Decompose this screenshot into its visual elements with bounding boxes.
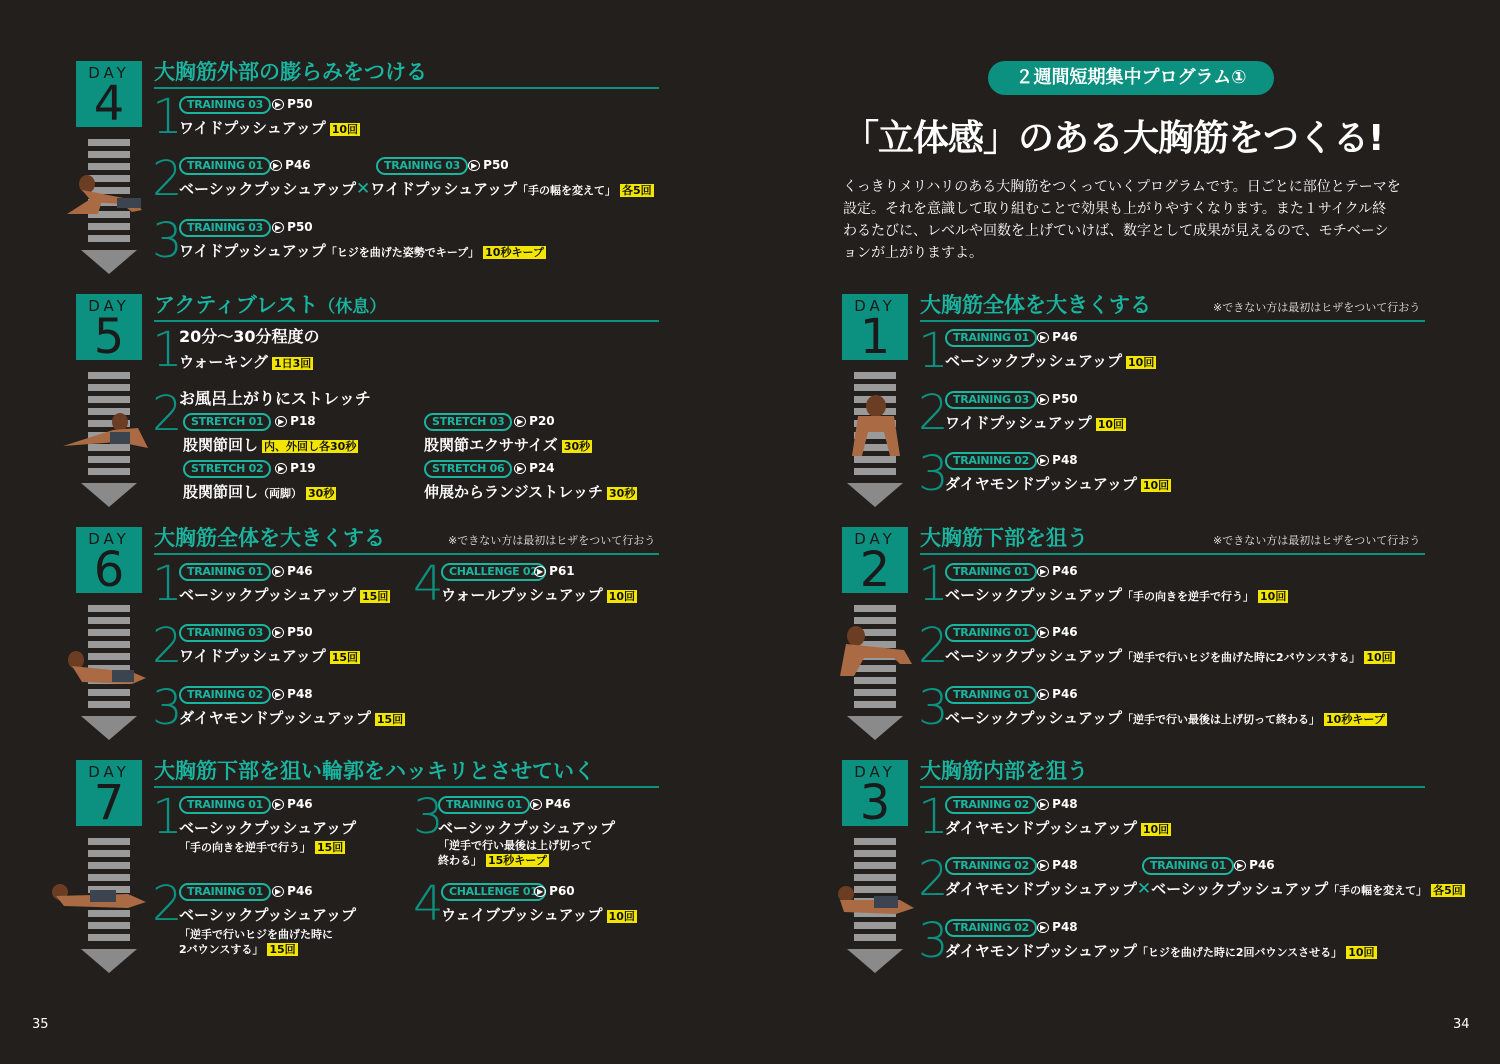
day-label: DAY [88,64,130,82]
exercise-note: 「逆手で行い最後は上げ切って [438,839,592,852]
training-tag: TRAINING 03 [376,157,468,175]
training-tag: TRAINING 01 [179,883,271,901]
exercise-name: ダイヤモンドプッシュアップ 10回 [945,819,1170,837]
stretch-name: 股関節エクササイズ 30秒 [424,436,591,454]
day6-title: 大胸筋全体を大きくする [154,526,385,550]
exercise-name: ワイドプッシュアップ 15回 [179,647,359,665]
page-ref: ▶ P20 [514,414,555,428]
divider [920,786,1425,788]
page-ref: ▶ P60 [534,884,575,898]
intro-line: 設定。それを意識して取り組むことで効果も上がりやすくなります。また１サイクル終 [843,201,1387,217]
pushup-athlete-image [62,170,150,216]
day7-title: 大胸筋下部を狙い輪郭をハッキリとさせていく [154,759,595,783]
exercise-name: ベーシックプッシュアップ「逆手で行い最後は上げ切って終わる」 10秒キープ [945,709,1385,727]
day-number: 6 [93,542,125,598]
day6-badge [76,527,142,598]
page-ref: ▶ P46 [1037,687,1078,701]
item-number: 1 [918,323,949,379]
item-number: 2 [918,385,949,441]
exercise-name: ベーシックプッシュアップ [179,906,357,924]
training-tag: TRAINING 01 [945,329,1037,347]
page-ref: ▶ P48 [1037,797,1078,811]
item-number: 1 [918,789,949,845]
pushup-athlete-image [834,624,916,680]
page-ref: ▶ P48 [272,687,313,701]
timeline-arrow-icon [847,483,903,507]
knee-note: ※できない方は最初はヒザをついて行おう [1213,301,1421,314]
page-ref: ▶ P46 [1037,564,1078,578]
page-ref: ▶ P48 [1037,858,1078,872]
page-ref: ▶ P46 [272,797,313,811]
page-ref: ▶ P50 [272,97,313,111]
count-highlight: 10回 [331,123,359,136]
exercise-name: ベーシックプッシュアップ [438,819,616,837]
page-ref: ▶ P46 [270,158,311,172]
training-tag: TRAINING 02 [945,857,1037,875]
training-tag: TRAINING 02 [945,919,1037,937]
pushup-athlete-image [836,392,914,462]
training-tag: TRAINING 02 [945,796,1037,814]
training-tag: TRAINING 02 [945,452,1037,470]
stretch-tag: STRETCH 02 [183,460,271,478]
day1-badge [842,294,908,365]
walk-line1: 20分〜30分程度の [179,327,320,346]
exercise-name: ベーシックプッシュアップ✕ワイドプッシュアップ「手の幅を変えて」 各5回 [179,179,652,199]
exercise-name: ダイヤモンドプッシュアップ 10回 [945,475,1170,493]
page-ref: ▶ P18 [275,414,316,428]
day-label: DAY [854,763,896,781]
day-label: DAY [854,297,896,315]
training-tag: TRAINING 01 [945,563,1037,581]
page-ref: ▶ P61 [534,564,575,578]
day-number: 3 [859,775,891,831]
item-number: 1 [918,556,949,612]
intro-line: くっきりメリハリのある大胸筋をつくっていくプログラムです。日ごとに部位とテーマを [843,179,1401,195]
exercise-name: ワイドプッシュアップ「ヒジを曲げた姿勢でキープ」 10秒キープ [179,242,544,260]
training-tag: TRAINING 02 [179,686,271,704]
exercise-name: ワイドプッシュアップ 10回 [179,119,359,137]
exercise-name: ベーシックプッシュアップ「手の向きを逆手で行う」 10回 [945,586,1287,604]
day2-badge [842,527,908,598]
training-tag: TRAINING 03 [179,96,271,114]
exercise-name: ダイヤモンドプッシュアップ 15回 [179,709,404,727]
stretch-tag: STRETCH 01 [183,413,271,431]
training-tag: TRAINING 01 [945,624,1037,642]
stretch-title: お風呂上がりにストレッチ [179,389,371,408]
intro-line: ョンが上がりますよ。 [843,245,983,261]
day-label: DAY [88,763,130,781]
day5-title: アクティブレスト（休息） [154,293,387,317]
exercise-name: ダイヤモンドプッシュアップ✕ベーシックプッシュアップ「手の幅を変えて」 各5回 [945,879,1463,899]
page-ref: ▶ P50 [468,158,509,172]
stretch-name: 股関節回し 内、外回し各30秒 [183,436,357,454]
divider [154,320,659,322]
training-tag: TRAINING 01 [438,796,530,814]
intro-text [843,176,1433,264]
day4-title: 大胸筋外部の膨らみをつける [154,60,427,84]
page-ref: ▶ P50 [272,220,313,234]
exercise-note: 終わる」 15秒キープ [438,854,547,867]
training-tag: TRAINING 01 [179,796,271,814]
day4-badge [76,61,142,132]
exercise-note: 「逆手で行いヒジを曲げた時に [179,928,333,941]
walk-line2: ウォーキング 1日3回 [179,353,312,371]
timeline-arrow-icon [81,716,137,740]
knee-note: ※できない方は最初はヒザをついて行おう [1213,534,1421,547]
timeline-arrow-icon [81,949,137,973]
exercise-name: ワイドプッシュアップ 10回 [945,414,1125,432]
page-ref: ▶ P24 [514,461,555,475]
challenge-tag: CHALLENGE 01 [441,883,546,901]
item-number: 4 [413,556,444,612]
item-number: 3 [918,446,949,502]
exercise-name: ベーシックプッシュアップ 15回 [179,586,389,604]
exercise-name: ウェイブプッシュアップ 10回 [441,906,635,924]
item-number: 4 [413,876,444,932]
pushup-athlete-image [830,884,916,918]
day3-badge [842,760,908,831]
divider [154,553,659,555]
pushup-athlete-image [62,648,150,690]
day-number: 5 [93,309,125,365]
day3-title: 大胸筋内部を狙う [920,759,1088,783]
page-ref: ▶ P46 [1037,625,1078,639]
training-tag: TRAINING 01 [945,686,1037,704]
exercise-name: ベーシックプッシュアップ 10回 [945,352,1155,370]
divider [920,320,1425,322]
item-number: 3 [413,789,444,845]
training-tag: TRAINING 01 [179,157,271,175]
exercise-name: ベーシックプッシュアップ「逆手で行いヒジを曲げた時に2バウンスする」 10回 [945,647,1393,665]
item-number: 1 [152,789,183,845]
intro-line: わるたびに、レベルや回数を上げていけば、数字として成果が見えるので、モチベーシ [843,223,1389,239]
day7-badge [76,760,142,831]
training-tag: TRAINING 01 [1142,857,1234,875]
divider [920,553,1425,555]
page-ref: ▶ P46 [1234,858,1275,872]
exercise-name: ダイヤモンドプッシュアップ「ヒジを曲げた時に2回バウンスさせる」 10回 [945,942,1375,960]
page-ref: ▶ P46 [1037,330,1078,344]
page-ref: ▶ P46 [530,797,571,811]
page-ref: ▶ P19 [275,461,316,475]
day1-title: 大胸筋全体を大きくする [920,293,1151,317]
exercise-name: ベーシックプッシュアップ [179,819,357,837]
divider [154,786,659,788]
stretch-name: 伸展からランジストレッチ 30秒 [424,483,636,501]
item-number: 1 [152,556,183,612]
headline: 「立体感」のある大胸筋をつくる! [843,118,1384,159]
item-number: 2 [152,876,183,932]
page-ref: ▶ P50 [1037,392,1078,406]
day-number: 4 [93,76,125,132]
day2-title: 大胸筋下部を狙う [920,526,1088,550]
exercise-name: ウォールプッシュアップ 10回 [441,586,636,604]
timeline-arrow-icon [81,483,137,507]
knee-note: ※できない方は最初はヒザをついて行おう [448,534,656,547]
page-ref: ▶ P50 [272,625,313,639]
page-ref: ▶ P46 [272,564,313,578]
timeline-arrow-icon [847,949,903,973]
training-tag: TRAINING 01 [179,563,271,581]
day-label: DAY [88,530,130,548]
page-number-left: 35 [32,1017,49,1032]
stretch-name: 股関節回し（両脚） 30秒 [183,483,335,501]
page-ref: ▶ P48 [1037,453,1078,467]
page-ref: ▶ P48 [1037,920,1078,934]
item-number: 2 [152,618,183,674]
stretch-tag: STRETCH 06 [424,460,512,478]
pushup-athlete-image [48,880,150,914]
day-label: DAY [88,297,130,315]
stretch-athlete-image [58,408,152,454]
challenge-tag: CHALLENGE 02 [441,563,546,581]
day-number: 2 [859,542,891,598]
item-number: 3 [152,680,183,736]
exercise-note: 「手の向きを逆手で行う」 15回 [179,841,344,854]
timeline-arrow-icon [847,716,903,740]
item-number: 3 [918,913,949,969]
page-number-right: 34 [1453,1017,1470,1032]
item-number: 1 [152,322,183,378]
timeline-arrow-icon [81,250,137,274]
item-number: 2 [918,618,949,674]
day-label: DAY [854,530,896,548]
training-tag: TRAINING 03 [179,624,271,642]
item-number: 2 [918,851,949,907]
program-badge: ２週間短期集中プログラム① [988,61,1274,95]
day5-badge [76,294,142,365]
item-number: 2 [152,151,183,207]
divider [154,87,659,89]
training-tag: TRAINING 03 [179,219,271,237]
day-number: 1 [859,309,891,365]
item-number: 3 [152,213,183,269]
item-number: 1 [152,89,183,145]
training-tag: TRAINING 03 [945,391,1037,409]
day-number: 7 [93,775,125,831]
page-ref: ▶ P46 [272,884,313,898]
exercise-note: 2バウンスする」 15回 [179,943,296,956]
stretch-tag: STRETCH 03 [424,413,512,431]
item-number: 2 [152,386,183,442]
item-number: 3 [918,680,949,736]
